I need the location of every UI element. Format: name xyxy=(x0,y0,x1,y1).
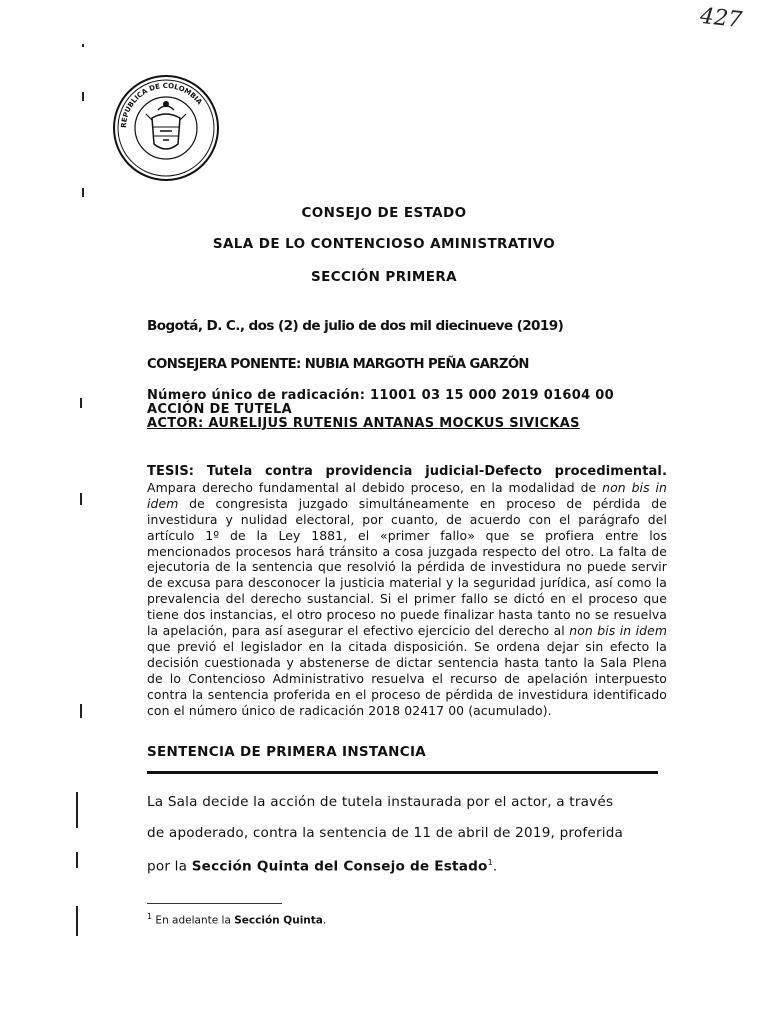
margin-mark xyxy=(76,852,78,868)
body-line: de apoderado, contra la sentencia de 11 de abril de 2019, proferida xyxy=(147,825,624,841)
tesis-text-2: de congresista juzgado simultáneamente en proceso de pérdida de investidura y nulidad electoral, por cuanto, de acuerdo con el parágrafo del artículo 1º de la Ley 1881, el «primer fallo» que se profiera entre los mencionados procesos hará tránsito a cosa juzgada respecto del otro. La falta de ejecutoria de la sentencia que resolvió la pérdida de investidura no puede servir de excusa para desconocer la justicia material y la seguridad jurídica, así como la prevalencia del derecho sustancial. Si el primer fallo se dictó en el proceso que tiene dos instancias, el otro proceso no puede finalizar hasta tanto no se resuelva la apelación, para así asegurar el efectivo ejercicio del derecho al xyxy=(147,495,667,639)
margin-mark xyxy=(82,92,84,101)
margin-mark xyxy=(82,188,84,197)
header-institution: CONSEJO DE ESTADO xyxy=(301,205,467,221)
footnote-ref: 1 xyxy=(487,858,493,867)
body-line: La Sala decide la acción de tutela instaurada por el actor, a través xyxy=(147,794,614,810)
tesis-paragraph xyxy=(147,463,667,719)
tesis-italic-2: non bis in idem xyxy=(569,623,667,639)
margin-mark xyxy=(76,792,78,828)
header-chamber: SALA DE LO CONTENCIOSO AMINISTRATIVO xyxy=(212,236,556,252)
seal-outer-text: REPUBLICA DE COLOMBIA xyxy=(119,81,204,129)
footnote-divider xyxy=(147,903,282,904)
folio-number: 427 xyxy=(698,3,744,34)
actor-line: ACTOR: AURELIJUS RUTENIS ANTANAS MOCKUS SIVICKAS xyxy=(147,416,580,431)
court-seal-icon xyxy=(112,74,220,182)
accion-line: ACCIÓN DE TUTELA xyxy=(147,402,292,417)
footnote xyxy=(147,912,326,927)
margin-mark xyxy=(80,398,82,408)
footnote-text: En adelante la xyxy=(152,914,235,927)
footnote-number: 1 xyxy=(147,912,153,921)
section-title: SENTENCIA DE PRIMERA INSTANCIA xyxy=(147,744,427,760)
margin-mark xyxy=(76,906,78,936)
ponente-line: CONSEJERA PONENTE: NUBIA MARGOTH PEÑA GARZÓN xyxy=(147,357,529,372)
tesis-italic-1: non bis in idem xyxy=(147,479,667,511)
tesis-text-1: Ampara derecho fundamental al debido proceso, en la modalidad de xyxy=(147,479,603,495)
date-line: Bogotá, D. C., dos (2) de julio de dos mil diecinueve (2019) xyxy=(147,318,564,334)
margin-mark xyxy=(82,44,84,47)
body-text: . xyxy=(492,858,498,875)
margin-mark xyxy=(80,704,82,718)
body-line xyxy=(147,858,657,875)
tesis-lead: TESIS: Tutela contra providencia judicial-Defecto procedimental. xyxy=(147,464,667,479)
footnote-text: . xyxy=(322,914,327,927)
radicacion-line: Número único de radicación: 11001 03 15 000 2019 01604 00 xyxy=(147,388,614,403)
body-bold-text: Sección Quinta del Consejo de Estado xyxy=(191,858,488,875)
footnote-bold: Sección Quinta xyxy=(234,914,323,927)
header-section: SECCIÓN PRIMERA xyxy=(310,269,458,285)
body-text: por la xyxy=(147,858,192,875)
tesis-text-3: que previó el legislador en la citada disposición. Se ordena dejar sin efecto la decisión cuestionada y abstenerse de dictar sentencia hasta tanto la Sala Plena de lo Contencioso Administrativo resuelva el recurso de apelación interpuesto contra la sentencia proferida en el proceso de pérdida de investidura identificado con el número único de radicación 2018 02417 00 (acumulado). xyxy=(147,638,667,718)
margin-mark xyxy=(80,493,82,505)
section-divider xyxy=(147,771,658,774)
